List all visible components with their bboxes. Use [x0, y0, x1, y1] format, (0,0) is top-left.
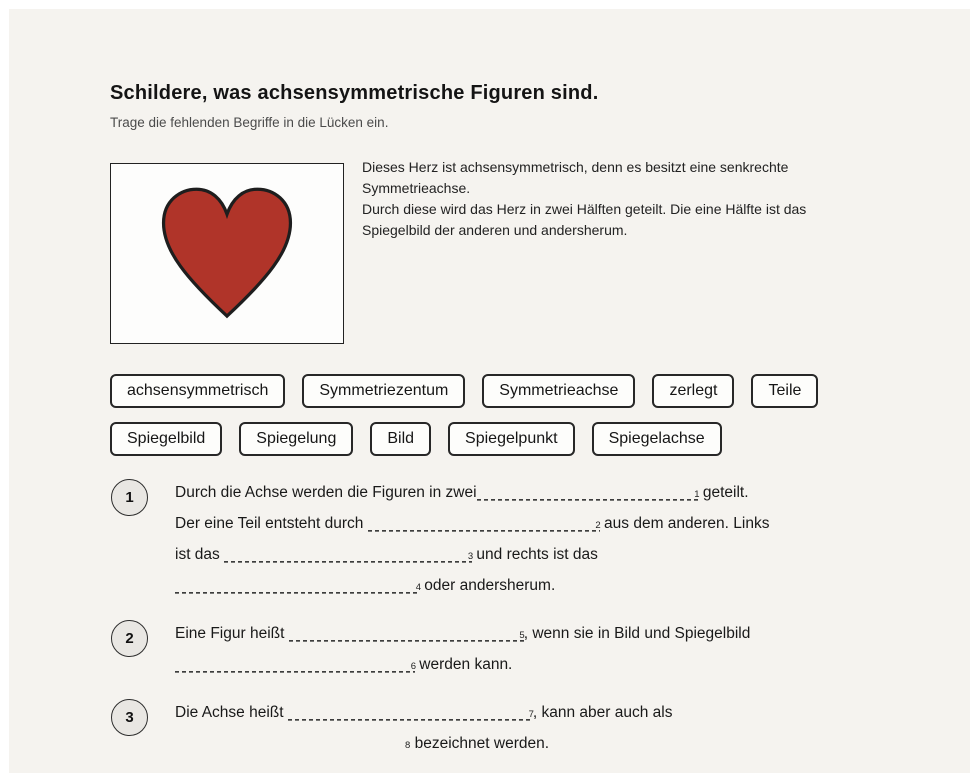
blank-number: 4 — [415, 581, 421, 593]
blank-number: 1 — [694, 488, 700, 500]
exercise-text: Durch die Achse werden die Figuren in zwei — [175, 484, 477, 501]
blank-2[interactable] — [368, 517, 600, 532]
exercise-2 — [111, 618, 931, 680]
exercise-text: aus dem anderen. Links — [599, 515, 770, 532]
blank-number: 3 — [467, 550, 474, 562]
exercise-text: , wenn sie in Bild und Spiegelbild — [523, 625, 751, 642]
word-chip-teile[interactable]: Teile — [751, 374, 818, 408]
word-bank — [110, 374, 910, 470]
exercise-number-badge: 2 — [111, 620, 148, 657]
line-indent — [175, 747, 405, 748]
word-chip-symmetrieachse[interactable]: Symmetrieachse — [482, 374, 635, 408]
exercise-list — [111, 477, 931, 776]
word-chip-symmetriezentum[interactable]: Symmetriezentum — [302, 374, 465, 408]
example-paragraph-2: Durch diese wird das Herz in zwei Hälften geteilt. Die eine Hälfte ist das Spiegelbild der anderen und andersherum. — [362, 201, 807, 238]
exercise-line — [175, 618, 750, 649]
exercise-1 — [111, 477, 931, 601]
exercise-lines — [175, 477, 769, 601]
exercise-line — [175, 697, 672, 728]
exercise-text: Der eine Teil entsteht durch — [175, 515, 368, 532]
word-chip-spiegelbild[interactable]: Spiegelbild — [110, 422, 222, 456]
exercise-text: Eine Figur heißt — [175, 625, 289, 642]
word-bank-row — [110, 422, 910, 456]
word-chip-zerlegt[interactable]: zerlegt — [652, 374, 734, 408]
exercise-line — [175, 570, 769, 601]
blank-1[interactable] — [477, 486, 699, 501]
exercise-number-badge: 3 — [111, 699, 148, 736]
blank-number: 2 — [595, 519, 601, 531]
heart-icon — [146, 179, 308, 329]
word-bank-row — [110, 374, 910, 408]
blank-number: 5 — [519, 629, 525, 641]
exercise-lines — [175, 697, 672, 759]
exercise-3 — [111, 697, 931, 759]
blank-6[interactable] — [175, 658, 415, 673]
exercise-text: Die Achse heißt — [175, 704, 288, 721]
blank-8-marker[interactable]: 8 — [405, 740, 411, 751]
word-chip-spiegelpunkt[interactable]: Spiegelpunkt — [448, 422, 575, 456]
exercise-number-badge: 1 — [111, 479, 148, 516]
exercise-text: oder andersherum. — [420, 577, 556, 594]
exercise-line — [175, 508, 769, 539]
page-title: Schildere, was achsensymmetrische Figuren sind. — [110, 82, 599, 104]
example-paragraph-1: Dieses Herz ist achsensymmetrisch, denn es besitzt eine senkrechte Symmetrieachse. — [362, 159, 789, 196]
exercise-text: und rechts ist das — [472, 546, 598, 563]
word-chip-achsensymmetrisch[interactable]: achsensymmetrisch — [110, 374, 285, 408]
exercise-lines — [175, 618, 750, 680]
example-description — [362, 157, 862, 241]
exercise-text: werden kann. — [415, 656, 513, 673]
exercise-text: bezeichnet werden. — [410, 735, 550, 752]
exercise-text: ist das — [175, 546, 225, 563]
exercise-line — [175, 477, 769, 508]
word-chip-spiegelung[interactable]: Spiegelung — [239, 422, 353, 456]
word-chip-bild[interactable]: Bild — [370, 422, 431, 456]
blank-7[interactable] — [288, 706, 533, 721]
heart-image-box — [110, 163, 344, 344]
page-subtitle: Trage die fehlenden Begriffe in die Lücken ein. — [110, 115, 389, 130]
exercise-text: geteilt. — [698, 484, 749, 501]
word-chip-spiegelachse[interactable]: Spiegelachse — [592, 422, 722, 456]
exercise-text: , kann aber auch als — [532, 704, 673, 721]
blank-number: 7 — [528, 708, 534, 720]
exercise-line — [175, 649, 750, 680]
blank-4[interactable] — [175, 579, 420, 594]
blank-3[interactable] — [224, 548, 472, 563]
blank-number: 6 — [410, 660, 416, 672]
exercise-line — [175, 539, 769, 570]
blank-5[interactable] — [289, 627, 524, 642]
exercise-line — [175, 728, 672, 759]
